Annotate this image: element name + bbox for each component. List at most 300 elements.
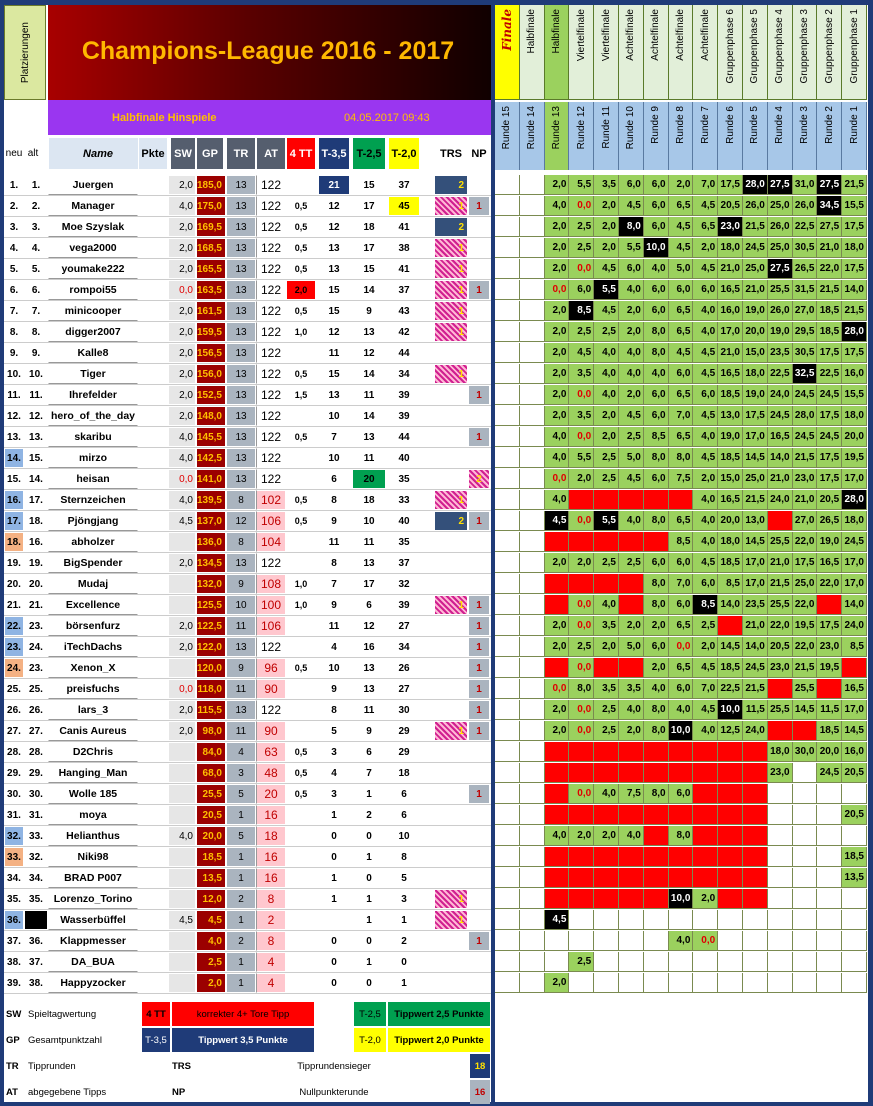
round-score — [644, 889, 669, 909]
round-score: 17,0 — [743, 574, 768, 594]
tip-rounds: 1 — [226, 868, 256, 888]
round-wins: 1 — [434, 196, 468, 216]
player-name: Mudaj — [48, 574, 138, 594]
round-label: Runde 5 — [749, 106, 761, 144]
round-score — [569, 574, 594, 594]
round-score: 6,0 — [693, 385, 718, 405]
round-score — [793, 805, 818, 825]
round-score: 15,5 — [842, 385, 867, 405]
round-label: Runde 12 — [575, 106, 587, 150]
tip-35: 4 — [318, 637, 350, 657]
round-score — [718, 889, 743, 909]
table-row[interactable] — [4, 238, 491, 259]
tip-25: 11 — [352, 385, 386, 405]
round-score — [743, 931, 768, 951]
round-score: 8,0 — [619, 217, 644, 237]
round-score: 24,5 — [817, 763, 842, 783]
points-cell — [138, 553, 168, 573]
rank-old: 15. — [24, 448, 48, 468]
round-score — [495, 217, 520, 237]
zero-rounds — [468, 217, 490, 237]
player-name: rompoi55 — [48, 280, 138, 300]
player-name: lars_3 — [48, 700, 138, 720]
total-points: 2,5 — [196, 952, 226, 972]
round-score — [594, 805, 619, 825]
round-score — [718, 973, 743, 993]
tip-25: 12 — [352, 343, 386, 363]
tip-25: 2 — [352, 805, 386, 825]
tips-submitted: 96 — [256, 658, 286, 678]
round-score: 27,0 — [793, 301, 818, 321]
round-score: 26,0 — [793, 196, 818, 216]
round-score: 4,5 — [693, 259, 718, 279]
round-score: 5,5 — [619, 238, 644, 258]
round-score — [520, 931, 545, 951]
tip-rounds: 3 — [226, 763, 256, 783]
player-name: Klappmesser — [48, 931, 138, 951]
round-score: 2,5 — [569, 637, 594, 657]
round-score: 4,0 — [644, 259, 669, 279]
round-wins: 2 — [434, 511, 468, 531]
tip-35: 13 — [318, 238, 350, 258]
total-points: 175,0 — [196, 196, 226, 216]
round-label: Runde 14 — [526, 106, 538, 150]
table-row[interactable] — [4, 973, 491, 994]
round-score: 21,5 — [817, 280, 842, 300]
round-score — [520, 574, 545, 594]
table-row[interactable] — [4, 805, 491, 826]
player-name: vega2000 — [48, 238, 138, 258]
phase-header — [545, 5, 570, 100]
table-row[interactable] — [4, 952, 491, 973]
tips-submitted: 122 — [256, 238, 286, 258]
points-cell — [138, 427, 168, 447]
rank-old: 26. — [24, 700, 48, 720]
phase-label: Achtelfinale — [674, 9, 686, 61]
round-score — [817, 931, 842, 951]
rank-old: 18. — [24, 511, 48, 531]
tip-rounds: 12 — [226, 511, 256, 531]
matchday-score: 2,0 — [168, 343, 196, 363]
four-goal-tips: 0,5 — [286, 217, 316, 237]
round-score — [793, 868, 818, 888]
round-score: 6,5 — [669, 385, 694, 405]
legend-text-gp: Gesamtpunktzahl — [28, 1034, 102, 1046]
round-score: 0,0 — [545, 469, 570, 489]
tip-35: 13 — [318, 259, 350, 279]
tips-submitted: 122 — [256, 553, 286, 573]
tip-35: 3 — [318, 784, 350, 804]
table-row[interactable] — [4, 784, 491, 805]
round-score — [495, 826, 520, 846]
round-wins — [434, 658, 468, 678]
four-goal-tips: 1,5 — [286, 385, 316, 405]
tip-35: 11 — [318, 532, 350, 552]
round-score: 25,5 — [793, 679, 818, 699]
round-score — [842, 889, 867, 909]
round-score: 28,0 — [793, 406, 818, 426]
phase-header — [793, 5, 818, 100]
tips-submitted: 4 — [256, 952, 286, 972]
round-score: 16,0 — [842, 364, 867, 384]
total-points: 2,0 — [196, 973, 226, 993]
matchday-score: 2,0 — [168, 721, 196, 741]
round-score: 17,5 — [842, 217, 867, 237]
round-score — [594, 847, 619, 867]
table-row[interactable] — [4, 469, 491, 490]
points-cell — [138, 889, 168, 909]
points-cell — [138, 784, 168, 804]
round-score: 2,0 — [545, 385, 570, 405]
round-score — [743, 868, 768, 888]
player-name: Ihrefelder — [48, 385, 138, 405]
four-goal-tips: 2,0 — [286, 280, 316, 300]
table-row[interactable] — [4, 259, 491, 280]
round-score — [644, 742, 669, 762]
round-score — [793, 826, 818, 846]
round-score — [619, 952, 644, 972]
rank-new: 34. — [4, 868, 24, 888]
four-goal-tips: 0,5 — [286, 427, 316, 447]
phase-header — [495, 5, 520, 100]
matchday-score: 0,0 — [168, 679, 196, 699]
rank-old: 10. — [24, 364, 48, 384]
round-score — [495, 637, 520, 657]
round-score: 22,5 — [817, 364, 842, 384]
round-score: 2,0 — [545, 406, 570, 426]
round-score: 21,0 — [793, 490, 818, 510]
points-cell — [138, 469, 168, 489]
col-header-tr: TR — [226, 137, 256, 170]
round-score — [619, 931, 644, 951]
round-score — [619, 658, 644, 678]
tip-35: 21 — [318, 175, 350, 195]
zero-rounds — [468, 406, 490, 426]
tip-25: 13 — [352, 553, 386, 573]
tips-submitted: 122 — [256, 364, 286, 384]
rank-new: 3. — [4, 217, 24, 237]
player-name: Happyzocker — [48, 973, 138, 993]
round-score: 4,5 — [545, 511, 570, 531]
round-score — [545, 574, 570, 594]
round-score: 25,0 — [793, 574, 818, 594]
legend-text-np: Nullpunkterunde — [299, 1086, 369, 1098]
round-score — [594, 952, 619, 972]
total-points: 20,5 — [196, 805, 226, 825]
round-score: 0,0 — [569, 427, 594, 447]
player-name: BRAD P007 — [48, 868, 138, 888]
round-score: 2,5 — [693, 616, 718, 636]
points-cell — [138, 742, 168, 762]
round-wins — [434, 469, 468, 489]
table-row[interactable] — [4, 406, 491, 427]
round-wins: 1 — [434, 490, 468, 510]
round-score — [569, 763, 594, 783]
table-row[interactable] — [4, 616, 491, 637]
round-score: 5,5 — [569, 175, 594, 195]
round-score: 0,0 — [569, 616, 594, 636]
table-row[interactable] — [4, 637, 491, 658]
table-row[interactable] — [4, 931, 491, 952]
round-header — [842, 102, 867, 170]
points-cell — [138, 490, 168, 510]
table-row[interactable] — [4, 280, 491, 301]
points-cell — [138, 595, 168, 615]
four-goal-tips: 0,5 — [286, 259, 316, 279]
tip-rounds: 1 — [226, 910, 256, 930]
round-score: 2,0 — [545, 553, 570, 573]
round-score — [495, 700, 520, 720]
table-row[interactable] — [4, 910, 491, 931]
table-row[interactable] — [4, 385, 491, 406]
matchday-score: 2,0 — [168, 301, 196, 321]
table-row[interactable] — [4, 742, 491, 763]
tip-35: 7 — [318, 427, 350, 447]
tip-20: 29 — [388, 742, 420, 762]
rank-new: 15. — [4, 469, 24, 489]
table-row[interactable] — [4, 427, 491, 448]
round-score — [495, 385, 520, 405]
round-score — [669, 868, 694, 888]
table-row[interactable] — [4, 700, 491, 721]
table-row[interactable] — [4, 175, 491, 196]
rank-new: 6. — [4, 280, 24, 300]
points-cell — [138, 805, 168, 825]
round-score — [768, 805, 793, 825]
zero-rounds — [468, 868, 490, 888]
round-score — [644, 973, 669, 993]
round-score: 6,0 — [669, 595, 694, 615]
round-score: 2,5 — [569, 217, 594, 237]
table-row[interactable] — [4, 490, 491, 511]
round-score: 18,5 — [718, 658, 743, 678]
round-score: 13,0 — [743, 511, 768, 531]
tip-rounds: 13 — [226, 364, 256, 384]
total-points: 161,5 — [196, 301, 226, 321]
round-score: 6,0 — [644, 385, 669, 405]
round-score — [495, 847, 520, 867]
legend-key-t20: T-2,0 — [354, 1028, 386, 1052]
matchday-label: Halbfinale Hinspiele — [112, 112, 217, 124]
tip-rounds: 8 — [226, 532, 256, 552]
table-row[interactable] — [4, 364, 491, 385]
round-score: 2,0 — [545, 637, 570, 657]
round-score — [768, 679, 793, 699]
four-goal-tips: 0,5 — [286, 490, 316, 510]
tip-20: 44 — [388, 343, 420, 363]
rank-old: 8. — [24, 322, 48, 342]
four-goal-tips — [286, 910, 316, 930]
player-name: börsenfurz — [48, 616, 138, 636]
round-score: 13,5 — [842, 868, 867, 888]
round-score: 14,5 — [793, 700, 818, 720]
player-name: DA_BUA — [48, 952, 138, 972]
round-score: 22,5 — [768, 364, 793, 384]
rank-old: 7. — [24, 301, 48, 321]
legend-key-at: AT — [6, 1086, 18, 1098]
round-score: 4,5 — [693, 406, 718, 426]
round-score: 6,5 — [669, 301, 694, 321]
round-score: 6,0 — [644, 301, 669, 321]
round-score: 4,0 — [594, 343, 619, 363]
table-row[interactable] — [4, 217, 491, 238]
tip-25: 15 — [352, 259, 386, 279]
tip-35: 1 — [318, 868, 350, 888]
total-points: 18,5 — [196, 847, 226, 867]
total-points: 136,0 — [196, 532, 226, 552]
tip-rounds: 1 — [226, 952, 256, 972]
player-name: D2Chris — [48, 742, 138, 762]
table-row[interactable] — [4, 196, 491, 217]
rank-new: 1. — [4, 175, 24, 195]
table-row[interactable] — [4, 343, 491, 364]
round-score — [495, 322, 520, 342]
table-row[interactable] — [4, 532, 491, 553]
round-score — [718, 931, 743, 951]
round-score: 2,0 — [594, 196, 619, 216]
round-score — [520, 238, 545, 258]
round-score: 28,0 — [743, 175, 768, 195]
zero-rounds: 1 — [468, 595, 490, 615]
round-score: 4,0 — [693, 721, 718, 741]
matchday-score: 2,0 — [168, 637, 196, 657]
matchday-score: 2,0 — [168, 322, 196, 342]
round-score — [520, 742, 545, 762]
table-row[interactable] — [4, 763, 491, 784]
matchday-score: 2,0 — [168, 616, 196, 636]
tip-20: 41 — [388, 259, 420, 279]
table-row[interactable] — [4, 322, 491, 343]
round-score: 2,0 — [545, 364, 570, 384]
matchday-score: 2,0 — [168, 238, 196, 258]
round-score — [768, 784, 793, 804]
tip-35: 8 — [318, 553, 350, 573]
matchday-score — [168, 574, 196, 594]
table-row[interactable] — [4, 553, 491, 574]
tip-rounds: 13 — [226, 700, 256, 720]
table-row[interactable] — [4, 448, 491, 469]
zero-rounds — [468, 847, 490, 867]
round-score: 4,5 — [594, 301, 619, 321]
round-score: 21,5 — [793, 448, 818, 468]
rank-new: 35. — [4, 889, 24, 909]
points-cell — [138, 259, 168, 279]
table-row[interactable] — [4, 847, 491, 868]
round-score: 4,5 — [669, 217, 694, 237]
table-row[interactable] — [4, 511, 491, 532]
zero-rounds — [468, 889, 490, 909]
round-score — [545, 805, 570, 825]
phase-label: Halbfinale — [550, 9, 562, 54]
points-cell — [138, 238, 168, 258]
table-row[interactable] — [4, 721, 491, 742]
rank-new: 7. — [4, 301, 24, 321]
tip-35: 0 — [318, 952, 350, 972]
round-score — [768, 826, 793, 846]
round-score: 0,0 — [569, 511, 594, 531]
round-score — [520, 469, 545, 489]
round-score: 2,0 — [594, 826, 619, 846]
total-points: 159,5 — [196, 322, 226, 342]
round-wins: 1 — [434, 301, 468, 321]
tip-25: 0 — [352, 973, 386, 993]
points-cell — [138, 763, 168, 783]
round-score: 2,5 — [569, 238, 594, 258]
round-score — [545, 532, 570, 552]
rank-new: 4. — [4, 238, 24, 258]
tips-submitted: 122 — [256, 259, 286, 279]
round-wins — [434, 700, 468, 720]
total-points: 12,0 — [196, 889, 226, 909]
round-score — [718, 784, 743, 804]
table-row[interactable] — [4, 868, 491, 889]
round-score: 24,5 — [793, 427, 818, 447]
round-score: 21,0 — [768, 469, 793, 489]
four-goal-tips: 0,5 — [286, 511, 316, 531]
tips-submitted: 122 — [256, 448, 286, 468]
tips-submitted: 18 — [256, 826, 286, 846]
tip-rounds: 13 — [226, 343, 256, 363]
matchday-score — [168, 595, 196, 615]
round-wins: 1 — [434, 721, 468, 741]
col-header-at: AT — [256, 137, 286, 170]
points-cell — [138, 532, 168, 552]
round-score: 14,0 — [842, 595, 867, 615]
four-goal-tips: 0,5 — [286, 742, 316, 762]
round-score: 31,0 — [793, 175, 818, 195]
round-score: 14,0 — [743, 637, 768, 657]
total-points: 137,0 — [196, 511, 226, 531]
matchday-score — [168, 742, 196, 762]
table-row[interactable] — [4, 301, 491, 322]
tip-25: 9 — [352, 721, 386, 741]
tip-20: 41 — [388, 217, 420, 237]
tips-submitted: 20 — [256, 784, 286, 804]
tip-25: 17 — [352, 574, 386, 594]
table-row[interactable] — [4, 658, 491, 679]
table-row[interactable] — [4, 679, 491, 700]
tip-35: 12 — [318, 196, 350, 216]
round-score — [495, 868, 520, 888]
round-score — [520, 721, 545, 741]
table-row[interactable] — [4, 889, 491, 910]
table-row[interactable] — [4, 574, 491, 595]
points-cell — [138, 301, 168, 321]
round-score — [594, 868, 619, 888]
round-score: 4,5 — [619, 469, 644, 489]
round-score: 21,5 — [768, 574, 793, 594]
round-header — [545, 102, 570, 170]
tip-20: 35 — [388, 532, 420, 552]
round-score — [693, 847, 718, 867]
zero-rounds: 1 — [468, 196, 490, 216]
round-score — [594, 931, 619, 951]
round-score: 25,0 — [768, 238, 793, 258]
tip-20: 5 — [388, 868, 420, 888]
tip-20: 6 — [388, 805, 420, 825]
table-row[interactable] — [4, 595, 491, 616]
total-points: 122,5 — [196, 616, 226, 636]
round-score — [718, 868, 743, 888]
round-score: 2,0 — [669, 175, 694, 195]
tip-20: 37 — [388, 175, 420, 195]
phase-label: Viertelfinale — [575, 9, 587, 62]
tip-25: 12 — [352, 616, 386, 636]
zero-rounds: 2 — [468, 469, 490, 489]
tip-rounds: 13 — [226, 637, 256, 657]
table-row[interactable] — [4, 826, 491, 847]
rank-old: 23. — [24, 616, 48, 636]
